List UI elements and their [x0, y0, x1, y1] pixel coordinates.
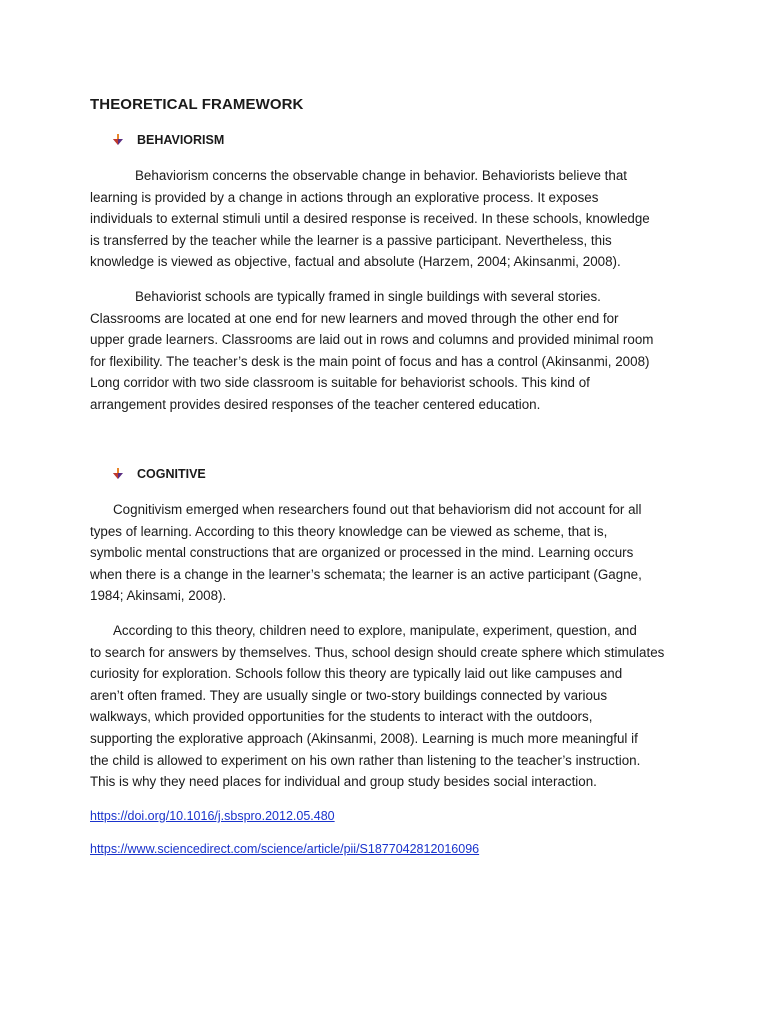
text-line: is transferred by the teacher while the learner is a passive participant. Nevertheless, this	[90, 232, 612, 248]
text-line: 1984; Akinsami, 2008).	[90, 588, 227, 604]
text-line: According to this theory, children need to explore, manipulate, experiment, question, and	[113, 623, 637, 638]
text-line: Long corridor with two side classroom is suitable for behaviorist schools. This kind of	[90, 375, 590, 391]
section-heading-label: COGNITIVE	[137, 467, 206, 481]
text-line: Cognitivism emerged when researchers found out that behaviorism did not account for all	[113, 502, 642, 517]
text-line: to search for answers by themselves. Thus, school design should create sphere which stimulates	[90, 644, 665, 660]
reference-link-sciencedirect[interactable]: https://www.sciencedirect.com/science/article/pii/S1877042812016096	[90, 842, 480, 856]
text-line: aren’t often framed. They are usually single or two-story buildings connected by various	[90, 687, 608, 703]
text-line: when there is a change in the learner’s schemata; the learner is an active participant (Gagne,	[90, 566, 642, 582]
arrow-down-bullet-icon	[112, 468, 124, 480]
text-line: walkways, which provided opportunities for the students to interact with the outdoors,	[90, 709, 593, 725]
paragraph	[90, 499, 680, 607]
paragraph	[90, 620, 680, 793]
text-line: individuals to external stimuli until a desired response is received. In these schools, knowledge	[90, 211, 650, 227]
text-line: Classrooms are located at one end for new learners and moved through the other end for	[90, 310, 619, 326]
text-line: the child is allowed to experiment on his own rather than listening to the teacher’s instruction.	[90, 752, 641, 768]
text-line: knowledge is viewed as objective, factual and absolute (Harzem, 2004; Akinsanmi, 2008).	[90, 254, 621, 270]
section-heading-behaviorism	[112, 133, 224, 147]
text-line: This is why they need places for individual and group study besides social interaction.	[90, 774, 597, 790]
text-line: upper grade learners. Classrooms are laid out in rows and columns and provided minimal room	[90, 332, 654, 348]
text-line: learning is provided by a change in actions through an explorative process. It exposes	[90, 189, 599, 205]
text-line: arrangement provides desired responses of the teacher centered education.	[90, 396, 541, 412]
reference-link-doi[interactable]: https://doi.org/10.1016/j.sbspro.2012.05.480	[90, 809, 335, 823]
section-heading-label: BEHAVIORISM	[137, 133, 225, 147]
arrow-down-bullet-icon	[112, 134, 124, 146]
text-line: curiosity for exploration. Schools follow this theory are typically laid out like campuses and	[90, 666, 623, 682]
text-line: symbolic mental constructions that are organized or processed in the mind. Learning occurs	[90, 545, 634, 561]
text-line: for flexibility. The teacher’s desk is the main point of focus and has a control (Akinsanmi, 2008)	[90, 353, 650, 369]
text-line: Behaviorist schools are typically framed in single buildings with several stories.	[135, 289, 601, 304]
paragraph	[90, 165, 680, 273]
section-heading-cognitive	[112, 467, 206, 481]
paragraph	[90, 286, 680, 416]
text-line: Behaviorism concerns the observable change in behavior. Behaviorists believe that	[135, 168, 628, 183]
text-line: supporting the explorative approach (Akinsanmi, 2008). Learning is much more meaningful if	[90, 730, 638, 746]
text-line: types of learning. According to this theory knowledge can be viewed as scheme, that is,	[90, 523, 608, 539]
page-title: THEORETICAL FRAMEWORK	[90, 96, 304, 113]
